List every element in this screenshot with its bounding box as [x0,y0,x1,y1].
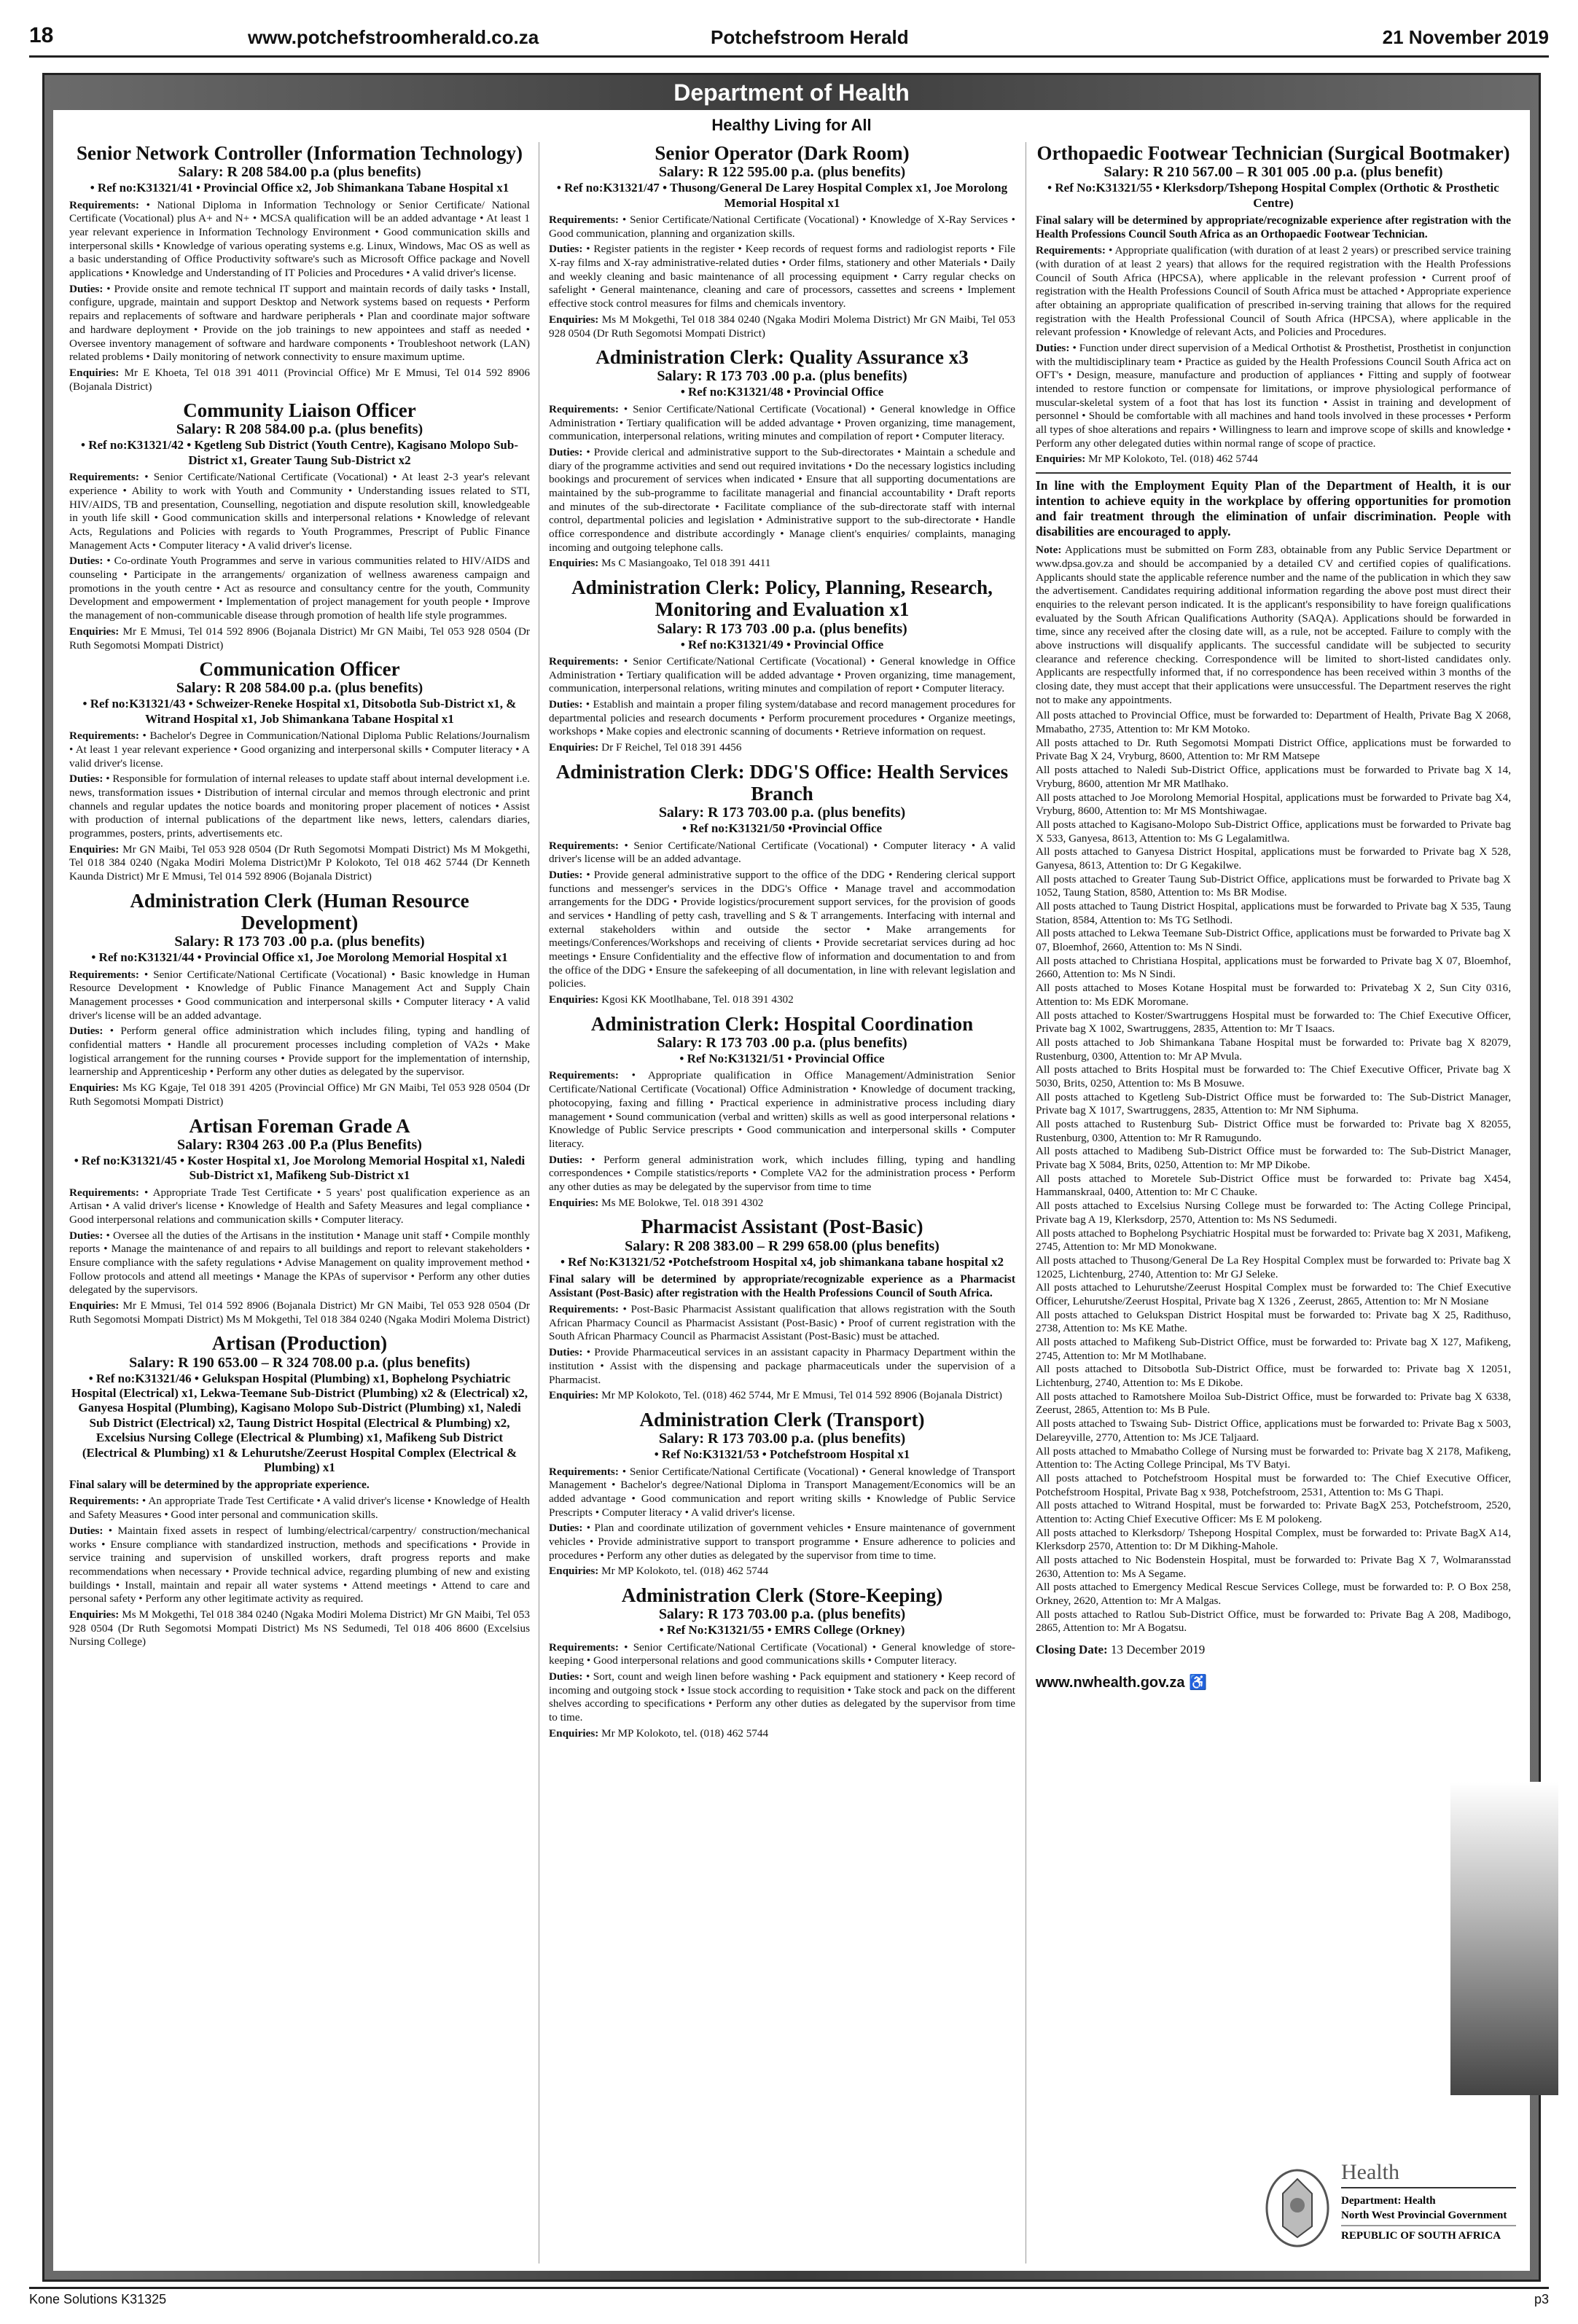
address-item: All posts attached to Moretele Sub-District Office must be forwarded to: Private bag X454, Hammanskraal, 0400, Attention to: Mr C Chauke. [1036,1172,1511,1199]
paragraph-label: Requirements: [549,1640,619,1654]
health-logo [1254,2157,1523,2259]
job-title: Administration Clerk: DDG'S Office: Health Services Branch [555,760,1009,805]
address-item: All posts attached to Christiana Hospital, applications must be forwarded to Private bag X 07, Bloemhof, 2660, Attention to: Ms N Sindi. [1036,954,1511,981]
job-salary: Salary: R 173 703.00 p.a. (plus benefits) [658,1431,906,1447]
job-paragraph [69,283,530,364]
address-item: All posts attached to Madibeng Sub-District Office must be forwarded to: The Sub-District Manager, Private bag X 5084, Brits, 0250, Attention to: Mr MP Dikobe. [1036,1145,1511,1172]
address-item: All posts attached to Excelsius Nursing College must be forwarded to: The Acting College Principal, Private bag A 19, Klerksdorp, 2570, Attention to: Ms NS Sedumedi. [1036,1200,1511,1226]
logo-line-3: REPUBLIC OF SOUTH AFRICA [1341,2230,1501,2242]
job-reference: • Ref no:K31321/42 • Kgetleng Sub District (Youth Centre), Kagisano Molopo Sub-District x1, Greater Taung Sub-District x2 [81,438,518,467]
address-item: All posts attached to Gelukspan District Hospital must be forwarded to: Private bag X 25, Radithuso, 2738, Attention to: Ms KE Mathe. [1036,1308,1511,1335]
job-paragraph [69,729,530,770]
salary-note: Final salary will be determined by appropriate/recognizable experience as a Pharmacist Assistant (Post-Basic) after registration with the Health Professions Council of South Africa. [549,1272,1015,1300]
job-salary: Salary: R 208 584.00 p.a (plus benefits) [178,164,421,181]
job-paragraph [549,840,1015,866]
job-paragraph [549,1466,1015,1520]
header-rule [29,55,1549,58]
job-listing [69,890,530,1109]
job-title: Administration Clerk: Policy, Planning, Research, Monitoring and Evaluation x1 [571,576,993,621]
job-paragraph [549,1389,1015,1403]
job-title: Administration Clerk (Store-Keeping) [621,1584,943,1607]
job-title: Pharmacist Assistant (Post-Basic) [641,1216,923,1238]
job-reference: • Ref no:K31321/50 •Provincial Office [681,821,883,836]
tagline: Healthy Living for All [711,116,872,134]
salary-note: Final salary will be determined by the appropriate experience. [69,1479,370,1492]
address-item: All posts attached to Witrand Hospital, must be forwarded to: Private BagX 253, Potchefstroom, 2520, Attention to: Acting Chief Executive Officer: Ms E M polokeng. [1036,1499,1511,1525]
column-1 [69,139,530,1655]
job-reference: • Ref no:K31321/43 • Schweizer-Reneke Hospital x1, Ditsobotla Sub-District x1, & Witrand Hospital x1, Job Shimankana Tabane Hospital x1 [82,697,517,726]
paragraph-label: Requirements: [69,198,139,211]
job-paragraph [549,1197,1015,1210]
address-item: All posts attached to Emergency Medical Rescue Services College, must be forwarded to: P. O Box 258, Orkney, 2620, Attention to: Mr A Malgas. [1036,1581,1511,1608]
page-number: 18 [29,23,54,47]
paragraph-label: Duties: [69,772,103,786]
paragraph-label: Enquiries: [549,1565,599,1578]
job-paragraph [549,1565,1015,1578]
paragraph-text: • Establish and maintain a proper filing system/database and record management procedures for departmental policies and research documents • Perform procurement procedures • Organize meetings, workshops • Make copies and electronic scanning of documents • Retrieve information on request. [549,698,1015,738]
job-reference: • Ref No:K31321/55 • EMRS College (Orkney) [659,1623,905,1638]
note-text: Applications must be submitted on Form Z83, obtainable from any Public Service Department or www.dpsa.gov.za and should be accompanied by a detailed CV and certified copies of qualifications. Applicants should state the applicable reference number and the name of the publication in which they saw the advertisement. Candidates requiring additional information regarding the above post must direct their enquiries to the relevant person indicated. It is the applicant's responsibility to have foreign qualifications evaluated by the South African Qualifications Authority (SAQA). Applications should be forwarded in time, since any received after the closing date will, as a rule, not be accepted. Failure to comply with the above instructions will disqualify applicants. The successful candidate will be subjected to security clearance and reference checking. Correspondence will be limited to short-listed candidates only. Applicants are respectfully informed that, if no correspondence has been received within 3 months of the closing date, they must accept that their applications were unsuccessful. The Department reserves the right not to make any appointments. [1036,544,1511,706]
job-paragraph [69,555,530,622]
address-item: All posts attached to Potchefstroom Hospital must be forwarded to: The Chief Executive Officer, Potchefstroom Hospital, Private Bag x 938, Potchefstroom, 2531, Attention to: Ms G Thapi. [1036,1471,1511,1498]
paragraph-label: Requirements: [549,1303,619,1316]
paragraph-label: Duties: [69,555,103,568]
issue-date: 21 November 2019 [1382,26,1549,48]
paragraph-text: Ms M Mokgethi, Tel 018 384 0240 (Ngaka Modiri Molema District) Mr GN Maibi, Tel 053 928 0504 (Dr Ruth Segomotsi Mompati District) [549,313,1015,340]
job-listing [69,142,530,394]
advert-frame [42,73,1541,2282]
job-listing [69,658,530,884]
equity-statement: In line with the Employment Equity Plan of the Department of Health, it is our intention to achieve equity in the workplace by offering opportunities for promotion and fair treatment through the elimination of unfair discrimination. People with disabilities are encouraged to apply. [1036,472,1511,539]
job-paragraph [549,1641,1015,1668]
job-salary: Salary: R 190 653.00 – R 324 708.00 p.a. (plus benefits) [129,1354,470,1371]
job-salary: Salary: R 173 703.00 p.a. (plus benefits) [658,1606,906,1623]
job-reference: • Ref No:K31321/51 • Provincial Office [679,1052,885,1066]
job-salary: Salary: R 173 703 .00 p.a. (plus benefits) [174,934,425,950]
paragraph-text: • Appropriate qualification (with duration of at least 2 years) or prescribed service training (with duration of at least 2 years) that allows for the required registration with the Health Professions Council of South Africa (HPCSA), where applicable in the relevant profession • Current proof of registration with the Health Professions Council of South Africa must be attached • Appropriate experience after obtaining an appropriate qualification of prescribed in-serving training that allows for the required registration with the Health Professional Council of South Africa (HPCSA), where applicable in the relevant profession • Knowledge of relevant Acts, and Policies and Procedures. [1036,244,1511,339]
paragraph-label: Requirements: [69,1186,139,1199]
paragraph-label: Duties: [549,1670,583,1683]
paragraph-text: • Plan and coordinate utilization of government vehicles • Ensure maintenance of government vehicles • Provide administrative support to transport programme • Ensure adherence to policies and procedures • Perform any other duties as delegated by the supervisor from time to time. [549,1522,1015,1562]
job-paragraph [69,1495,530,1522]
job-paragraph [69,199,530,281]
job-paragraph [69,367,530,394]
paragraph-text: Ms ME Bolokwe, Tel. 018 391 4302 [598,1196,764,1209]
job-title: Administration Clerk (Human Resource Development) [130,889,469,934]
paragraph-label: Enquiries: [69,1299,120,1312]
paragraph-text: • Oversee all the duties of the Artisans in the institution • Manage unit staff • Compile monthly reports • Manage the maintenance of and repairs to all buildings and report to relevant stakeholders • Ensure compliance with the safety regulations • Advise Management on quality improvement method • Follow protocols and attend all meetings • Manage the KPAs of supervisor • Perform any other duties delegated by the supervisors. [69,1229,530,1296]
paragraph-text: Mr MP Kolokoto, Tel. (018) 462 5744, Mr E Mmusi, Tel 014 592 8906 (Bojanala District) [598,1389,1002,1402]
paragraph-label: Enquiries: [69,1608,120,1621]
address-item: All posts attached to Greater Taung Sub-District Office, applications must be forwarded to Private bag X 1052, Taung Station, 8580, Attention to: Ms BR Modise. [1036,872,1511,899]
paragraph-text: • Senior Certificate/National Certificate (Vocational) • At least 2-3 year's relevant experience • Ability to work with Youth and Community • Understanding issues related to STI, HIV/AIDS, TB and presentation, Counselling, negotiation and dispute resolution skill, knowledgeable in youth life skill • Good communication skills and interpersonal relations • Knowledge of relevant Acts, Regulations and Policies with regards to Youth Programmes, Prescript of Public Finance Management Acts • Computer literacy • A valid driver's license. [69,471,530,552]
paragraph-text: • Senior Certificate/National Certificate (Vocational) • Knowledge of X-Ray Services • Good communication, planning and organization skills. [549,214,1015,240]
paragraph-text: • Bachelor's Degree in Communication/National Diploma Public Relations/Journalism • At least 1 year relevant experience • Good organizing and interpersonal skills • Computer literacy • A valid driver's license. [69,729,530,770]
coat-of-arms-icon [1267,2170,1328,2246]
job-paragraph [69,772,530,840]
paragraph-label: Requirements: [549,214,619,227]
address-item: All posts attached to Taung District Hospital, applications must be forwarded to Private bag X 535, Taung Station, 8584, Attention to: Ms TG Setlhodi. [1036,900,1511,926]
paragraph-text: Mr E Khoeta, Tel 018 391 4011 (Provincial Office) Mr E Mmusi, Tel 014 592 8906 (Bojanala District) [69,366,530,393]
job-listing [549,761,1015,1007]
job-paragraph [69,1525,530,1606]
closing-date [1036,1643,1511,1658]
job-paragraph [69,1186,530,1227]
job-paragraph [1036,342,1511,451]
paragraph-text: • Senior Certificate/National Certificate (Vocational) • General knowledge in Office Administration • Tertiary qualification will be added advantage • Proven organizing, time management, communication, interpersonal relations, writing minutes and compilation of report • Computer literacy. [549,654,1015,695]
application-note [1036,544,1511,707]
job-listing [69,1332,530,1649]
paragraph-label: Duties: [69,1524,103,1537]
column-3 [1036,139,1511,1692]
paragraph-label: Enquiries: [549,1196,599,1209]
job-listing [549,1013,1015,1210]
job-salary: Salary: R 208 584.00 p.a. (plus benefits) [176,680,423,697]
address-item: All posts attached to Tswaing Sub- District Office, applications must be forwarded to: Private Bag x 5003, Delareyville, 2770, Attention to: Ms JCE Taljaard. [1036,1417,1511,1444]
paragraph-text: • Senior Certificate/National Certificate (Vocational) • General knowledge of Transport Management • Bachelor's degree/National Diploma in Transport Management/Economics will be an added advantage • Good communication and report writing skills • Knowledge of Public Service Prescripts • Computer literacy • A valid driver's license. [549,1465,1015,1519]
job-salary: Salary: R304 263 .00 P.a (Plus Benefits) [177,1136,422,1153]
job-paragraph [549,313,1015,340]
decorative-photo [1450,1782,1558,2095]
address-item: All posts attached to Ratlou Sub-District Office, must be forwarded to: Private Bag A 208, Madibogo, 2865, Attention to: Mr A Bogatsu. [1036,1608,1511,1635]
paragraph-label: Enquiries: [69,625,120,638]
job-paragraph [69,969,530,1023]
website-text[interactable]: www.nwhealth.gov.za [1036,1675,1185,1691]
job-paragraph [549,1346,1015,1387]
paragraph-text: • Provide Pharmaceutical services in an assistant capacity in Pharmacy Department within the institution • Assist with the dispensing and package pharmaceuticals under the supervision of a Pharmacist. [549,1346,1015,1386]
address-item: All posts attached to Thusong/General De La Rey Hospital Complex must be forwarded to: Private bag X 12025, Lichtenburg, 2740, Attention to: Mr GJ Seleke. [1036,1253,1511,1280]
job-title: Orthopaedic Footwear Technician (Surgical Bootmaker) [1036,142,1510,164]
salary-note: Final salary will be determined by appropriate/recognizable experience after registration with the Health Professions Council South Africa as an Orthopaedic Footwear Technician. [1036,214,1511,241]
department-banner: Department of Health [673,79,910,106]
footer-page: p3 [1534,2292,1549,2307]
job-reference: • Ref No:K31321/52 •Potchefstroom Hospital x4, job shimankana tabane hospital x2 [560,1254,1004,1269]
paragraph-text: • Sort, count and weigh linen before washing • Pack equipment and stationery • Keep record of incoming and outgoing stock • Issue stock according to requisition • Take stock and pack on the different shelves according to specifications • Perform any other duties as delegated by the supervisor from time to time. [549,1670,1015,1724]
paragraph-label: Enquiries: [549,1726,599,1740]
paragraph-label: Requirements: [549,839,619,852]
job-title: Administration Clerk (Transport) [639,1408,925,1431]
address-item: All posts attached to Lehurutshe/Zeerust Hospital Complex must be forwarded to: The Chief Executive Officer, Lehurutshe/Zeerust Hospital, Private bag X 1326 , Zeerust, 2865, Attention to: Mr N Mosiane [1036,1281,1511,1307]
paragraph-label: Duties: [549,1522,583,1535]
address-list [1036,709,1511,1635]
paragraph-text: • Senior Certificate/National Certificate (Vocational) • Computer literacy • A valid driver's license will be an added advantage. [549,839,1015,866]
paragraph-text: Ms C Masiangoako, Tel 018 391 4411 [598,557,771,570]
paragraph-text: • An appropriate Trade Test Certificate • A valid driver's license • Knowledge of Health and Safety Measures • Good inter personal and communication skills. [69,1495,530,1522]
address-item: All posts attached to Kagisano-Molopo Sub-District Office, applications must be forwarded to Private bag X 533, Ganyesa, 8613, Attention to: Ms G Legalamitlwa. [1036,818,1511,845]
address-item: All posts attached to Lekwa Teemane Sub-District Office, applications must be forwarded to Private bag X 07, Bloemhof, 2660, Attention to: Ms N Sindi. [1036,927,1511,954]
job-reference: • Ref no:K31321/41 • Provincial Office x2, Job Shimankana Tabane Hospital x1 [90,181,509,195]
paragraph-label: Requirements: [1036,244,1106,257]
job-paragraph [549,1303,1015,1344]
paragraph-text: Mr MP Kolokoto, tel. (018) 462 5744 [598,1565,769,1578]
paragraph-text: • Provide onsite and remote technical IT support and maintain records of daily tasks • Install, configure, upgrade, maintain and support Desktop and Network systems based on requests • Perform repairs and replacements of software and hardware peripherals • Plan and coordinate major software and hardware deployment • Provide on the job trainings to new appointees and staff as needed • Oversee inventory management of software and hardware components • Troubleshoot network (LAN) related problems • Daily monitoring of network connectivity to ensure maximum uptime. [69,282,530,364]
job-title: Administration Clerk: Quality Assurance x3 [595,346,969,369]
job-title: Administration Clerk: Hospital Coordination [590,1012,974,1035]
job-paragraph [549,1727,1015,1741]
paragraph-label: Duties: [549,868,583,881]
paragraph-text: Kgosi KK Mootlhabane, Tel. 018 391 4302 [598,993,794,1006]
paragraph-label: Duties: [549,1346,583,1359]
job-paragraph [69,625,530,652]
job-title: Artisan (Production) [211,1332,388,1355]
paragraph-text: • National Diploma in Information Technology or Senior Certificate/ National Certificate (Vocational) plus A+ and N+ • MCSA qualification will be an added advantage • At least 1 year relevant experience in Information Technology Environment • Good communication skills and interpersonal skills • Knowledge of various operating systems e.g. Linux, Windows, Mac OS as well as a basic understanding of Office Productivity software's such as Microsoft Office package and Novell applications • Knowledge and Understanding of IT Policies and Procedures • A valid driver's license. [69,198,530,280]
address-item: All posts attached to Provincial Office, must be forwarded to: Department of Health, Private Bag X 2068, Mmabatho, 2735, Attention to: Mr KM Motoko. [1036,709,1511,736]
paragraph-label: Duties: [549,243,583,256]
paragraph-text: • Appropriate qualification in Office Management/Administration Senior Certificate/National Certificate (Vocational) Office Administration • Knowledge of document tracking, photocopying, faxing and filling • Practical experience in administrative process including diary management • Sound communication (verbal and written) skills as well as good interpersonal relations • Knowledge of Public Service prescripts • Good communication and interpersonal skills • Computer literacy. [549,1069,1015,1150]
address-item: All posts attached to Kgetleng Sub-District Office must be forwarded to: The Sub-District Manager, Private bag X 1017, Swartruggens, 2835, Attention to: Mr NM Siphuma. [1036,1090,1511,1117]
paragraph-text: Ms KG Kgaje, Tel 018 391 4205 (Provincial Office) Mr GN Maibi, Tel 053 928 0504 (Dr Ruth Segomotsi Mompati District) [69,1081,530,1108]
job-paragraph [549,557,1015,571]
paragraph-label: Duties: [549,1153,583,1166]
wheelchair-icon: ♿ [1189,1675,1207,1691]
paragraph-label: Enquiries: [69,842,120,856]
job-reference: • Ref No:K31321/53 • Potchefstroom Hospital x1 [654,1447,910,1462]
footer-rule [29,2287,1549,2289]
job-paragraph [1036,244,1511,340]
paragraph-label: Enquiries: [549,993,599,1006]
paragraph-label: Enquiries: [549,1389,599,1402]
paragraph-label: Duties: [1036,341,1070,354]
paragraph-text: • Perform general office administration which includes filing, typing and handling of confidential matters • Handle all procurement processes including completion of VA2s • Make logistical arrangement for the running courses • Provide support for the implementation of internship, learnership and Apprenticeship • Perform any other duties as delegated by the supervisor. [69,1025,530,1079]
paragraph-text: • Appropriate Trade Test Certificate • 5 years' post qualification experience as an Artisan • A valid driver's license • Knowledge of Health and Safety Measures and legal compliance • Good interpersonal relations and communication skills • Computer literacy. [69,1186,530,1226]
job-paragraph [549,1670,1015,1725]
paragraph-label: Duties: [69,1025,103,1038]
paragraph-text: • Provide general administrative support to the office of the DDG • Rendering clerical support functions and messenger's services in the DDG's Office • Manage travel and accommodation arrangements for the DDG • Provide logistics/procurement support services, for the provision of goods and services • Handling of petty cash, travelling and S & T arrangements. Interfacing with internal and external stakeholders within and outside the sector • Make arrangements for meetings/Conferences/Workshops and receiving of clients • Provide secretariat services during ad hoc meetings • Ensure Confidentiality and the effective flow of information and documentation to and from the office of the DDG • Ensure the safekeeping of all documentation, in line with relevant legislation and policies. [549,868,1015,990]
paragraph-text: • Senior Certificate/National Certificate (Vocational) • General knowledge in Office Administration • Tertiary qualification will be added advantage • Proven organizing, time management, communication, interpersonal relations, writing minutes and compilation of report • Computer literacy. [549,402,1015,443]
paragraph-text: Ms M Mokgethi, Tel 018 384 0240 (Ngaka Modiri Molema District) Mr GN Maibi, Tel 053 928 0504 (Dr Ruth Segomotsi Mompati District) Ms NS Sedumedi, Tel 018 406 8600 (Excelsius Nursing College) [69,1608,530,1648]
job-listing [69,399,530,652]
paragraph-text: • Maintain fixed assets in respect of lumbing/electrical/carpentry/ construction/mechanical works • Ensure compliance with standardized instruction, methods and specifications • Provide in service training and supervision of unskilled workers, draft progress reports and make recommendations when necessary • Provide technical advice, regarding plumbing of new and existing buildings • Install, maintain and repair all water systems • Attend meetings • Attend to care and personal safety • Perform any other legitimate activity as required. [69,1524,530,1605]
job-paragraph [549,446,1015,555]
job-reference: • Ref no:K31321/44 • Provincial Office x1, Joe Morolong Memorial Hospital x1 [91,950,508,965]
logo-line-1: Department: Health [1341,2195,1436,2207]
job-title: Communication Officer [199,658,400,681]
job-paragraph [69,1299,530,1326]
paragraph-label: Requirements: [69,968,139,981]
paragraph-text: • Provide clerical and administrative support to the Sub-directorates • Maintain a schedule and diary of the programme activities and send out required invitations • Do the necessary logistics including bookings and procurement of services when indicated • Ensure that all supporting documentations are maintained by the sub-programme to facilitate managerial and financial accountability • Draft reports and minutes of the sub-directorate • Facilitate compliance of the sub-directorate staff with internal control, departmental policies and legislation • Administrative support to the sub-directorate • Handle office correspondence and distribute accordingly • Manage client's enquiries/ complaints, managing incoming and outgoing telephone calls. [549,445,1015,554]
job-listing [549,346,1015,571]
footer-credit: Kone Solutions K31325 [29,2292,167,2307]
job-paragraph [549,741,1015,755]
site-url[interactable]: www.potchefstroomherald.co.za [248,26,539,48]
paragraph-label: Requirements: [549,1465,619,1478]
paragraph-text: • Function under direct supervision of a Medical Orthotist & Prosthetist, Prosthetist in conjunction with the multidisciplinary team • Practice as guided by the Health Professions Council South Africa act on OFT's • Design, measure, manufacture and production of appliances • Fitting and supply of footwear intended to restore function or compensate for limitations, or improve physiological performance of muscular-skeletal system of a foot that has lost its function • Assist in training and development of personnel • Should be comfortable with all machines and hand tools involved in these processes • Perform all types of shoe alterations and repairs • Willingness to learn and improve scope of skills and knowledge • Perform any other delegated duties within normal range of scope of practice. [1036,341,1511,450]
job-paragraph [549,698,1015,739]
job-paragraph [69,843,530,884]
paragraph-text: Mr GN Maibi, Tel 053 928 0504 (Dr Ruth Segomotsi Mompati District) Ms M Mokgethi, Tel 018 384 0240 (Ngaka Modiri Molema District)Mr P Kolokoto, Tel 018 462 5744 (Dr Kenneth Kaunda District) Mr E Mmusi, Tel 014 592 8906 (Bojanala District) [69,842,530,883]
paragraph-text: Mr MP Kolokoto, Tel. (018) 462 5744 [1085,453,1258,466]
job-reference: • Ref no:K31321/46 • Gelukspan Hospital (Plumbing) x1, Bophelong Psychiatric Hospital (Electrical) x1, Lekwa-Teemane Sub-District (Plumbing) x2 & (Electrical) x2, Ganyesa Hospital (Plumbing), Kagisano Molopo Sub-District (Plumbing) x1, Naledi Sub District (Electrical) x2, Taung District Hospital (Electrical & Plumbing) x2, Excelsius Nursing College (Electrical & Plumbing) x1, Mafikeng Sub District (Electrical & Plumbing) x1 & Lehurutshe/Zeerust Hospital Complex (Electrical & Plumbing) x1 [71,1371,528,1474]
job-reference: • Ref no:K31321/45 • Koster Hospital x1, Joe Morolong Memorial Hospital x1, Naledi Sub-District x1, Mafikeng Sub-District x1 [74,1153,526,1183]
job-title: Community Liaison Officer [183,399,416,422]
job-reference: • Ref no:K31321/47 • Thusong/General De Larey Hospital Complex x1, Joe Morolong Memorial Hospital x1 [556,181,1008,210]
job-listing [549,1409,1015,1578]
job-salary: Salary: R 173 703 .00 p.a. (plus benefits) [657,1035,907,1052]
address-item: All posts attached to Bophelong Psychiatric Hospital must be forwarded to: Private bag X 2031, Mafikeng, 2745, Attention to: Mr MD Monokwane. [1036,1226,1511,1253]
paragraph-text: • Senior Certificate/National Certificate (Vocational) • Basic knowledge in Human Resource Development • Knowledge of Public Finance Management Act and Supply Chain Management processes • Good communication and interpersonal skills • Computer literacy • A valid driver's license will be an added advantage. [69,968,530,1022]
paragraph-label: Enquiries: [1036,453,1086,466]
paragraph-text: • Responsible for formulation of internal releases to update staff about internal development i.e. news, transformation issues • Distribution of internal circular and memos through electronic and print channels and regular updates the notice boards and monitoring proper placement of notices • Assist with production of internal publications of the department like news, letters, calendars diaries, programmes, posters, prints, advertisements etc. [69,772,530,840]
paragraph-text: • Register patients in the register • Keep records of request forms and radiologist reports • File X-ray films and X-ray administrative-related duties • Order films, stationery and other Materials • Daily and weekly cleaning and basic maintenance of all processing equipment • Carry regular checks on safelight • General maintenance, cleaning and care of processors, cassettes and screens • Implement effective stock control measures for films and chemicals inventory. [549,243,1015,310]
job-paragraph [69,1229,530,1297]
address-item: All posts attached to Nic Bodenstein Hospital, must be forwarded to: Private Bag X 7, Wolmaransstad 2630, Attention to: Ms A Segame. [1036,1554,1511,1580]
paragraph-label: Duties: [549,698,583,711]
job-paragraph [549,1154,1015,1194]
address-item: All posts attached to Ramotshere Moiloa Sub-District Office, must be forwarded to: Private bag X 6338, Zeerust, 2865, Attention to: Ms B Pule. [1036,1390,1511,1417]
paragraph-label: Enquiries: [549,557,599,570]
job-salary: Salary: R 210 567.00 – R 301 005 .00 p.a. (plus benefit) [1104,164,1443,181]
job-paragraph [549,1522,1015,1562]
paragraph-label: Enquiries: [69,366,120,379]
job-paragraph [549,1069,1015,1151]
closing-label: Closing Date: [1036,1643,1108,1657]
column-2 [549,139,1015,1746]
paragraph-text: Mr E Mmusi, Tel 014 592 8906 (Bojanala District) Mr GN Maibi, Tel 053 928 0504 (Dr Ruth Segomotsi Mompati District) [69,625,530,652]
job-title: Artisan Foreman Grade A [189,1114,410,1137]
paragraph-label: Duties: [69,282,103,295]
paragraph-text: Dr F Reichel, Tel 018 391 4456 [598,741,742,754]
paragraph-text: Mr E Mmusi, Tel 014 592 8906 (Bojanala District) Mr GN Maibi, Tel 053 928 0504 (Dr Ruth Segomotsi Mompati District) Ms M Mokgethi, Tel 018 384 0240 (Ngaka Modiri Molema District) [69,1299,530,1326]
logo-line-2: North West Provincial Government [1341,2210,1507,2221]
address-item: All posts attached to Job Shimankana Tabane Hospital must be forwarded to: Private bag X 82079, Rustenburg, 0300, Attention to: Mr AP Mvula. [1036,1036,1511,1063]
job-paragraph [549,214,1015,240]
paragraph-label: Requirements: [549,402,619,415]
job-reference: • Ref no:K31321/48 • Provincial Office [680,385,884,399]
address-item: All posts attached to Dr. Ruth Segomotsi Mompati District Office, applications must be forwarded to Private Bag X 24, Vryburg, 8600, Attention to: Mr RM Matsepe [1036,736,1511,763]
page-header [29,20,1549,52]
job-paragraph [549,243,1015,310]
paragraph-text: • Co-ordinate Youth Programmes and serve in various communities related to HIV/AIDS and counseling • Participate in the arrangements/ organization of wellness awareness campaign and promotions in the youth centre • Act as resource and consultancy centre for the youth, Community Development and empowerment • Implementation of project management for youth people • Improve the management of non-communicable disease through promotion of health life style programmes. [69,555,530,622]
advert-body [53,110,1530,2271]
address-item: All posts attached to Mmabatho College of Nursing must be forwarded to: Private bag X 2178, Mafikeng, Attention to: The Acting College Principal, Ms TV Batyi. [1036,1444,1511,1471]
paragraph-label: Requirements: [69,1495,139,1508]
job-listing [69,1115,530,1327]
job-paragraph [69,1081,530,1108]
job-salary: Salary: R 208 584.00 p.a. (plus benefits) [176,421,423,438]
paragraph-text: • Post-Basic Pharmacist Assistant qualification that allows registration with the South African Pharmacy Council as Pharmacist Assistant (Post-Basic) • Proof of current registration with the South African Pharmacy Council as Pharmacist Assistant (Post-Basic) must be attached. [549,1303,1015,1343]
address-item: All posts attached to Naledi Sub-District Office, applications must be forwarded to Private bag X 14, Vryburg, 8600, attention Mr MR Matlhako. [1036,764,1511,790]
paragraph-text: Mr MP Kolokoto, tel. (018) 462 5744 [598,1726,769,1740]
job-paragraph [549,993,1015,1007]
job-salary: Salary: R 173 703 .00 p.a. (plus benefits) [657,368,907,385]
job-listing [549,142,1015,340]
job-salary: Salary: R 122 595.00 p.a. (plus benefits) [658,164,906,181]
paragraph-label: Duties: [549,445,583,458]
job-title: Senior Network Controller (Information Technology) [77,142,523,164]
paragraph-label: Enquiries: [549,741,599,754]
job-reference: • Ref No:K31321/55 • Klerksdorp/Tshepong Hospital Complex (Orthotic & Prosthetic Centre) [1047,181,1499,210]
job-salary: Salary: R 173 703.00 p.a. (plus benefits) [658,805,906,821]
website-link[interactable] [1036,1674,1511,1692]
address-item: All posts attached to Joe Morolong Memorial Hospital, applications must be forwarded to Private bag X4, Vryburg, 8600, Attention to: Mr MS Montshiwagae. [1036,791,1511,818]
job-paragraph [1036,453,1511,466]
publication-name: Potchefstroom Herald [711,26,909,48]
job-paragraph [69,1025,530,1079]
address-item: All posts attached to Klerksdorp/ Tshepong Hospital Complex, must be forwarded to: Private BagX A14, Klerksdorp 2570, Attention to: Dr M Dikhing-Mahole. [1036,1526,1511,1553]
address-item: All posts attached to Mafikeng Sub-District Office, must be forwarded to: Private bag X 127, Mafikeng, 2745, Attention to: Mr M Motlhabane. [1036,1336,1511,1362]
job-listing [549,1216,1015,1403]
job-paragraph [549,655,1015,696]
address-item: All posts attached to Ganyesa District Hospital, applications must be forwarded to Private bag X 528, Ganyesa, 8613, Attention to: Dr G Kegakilwe. [1036,845,1511,872]
paragraph-label: Requirements: [69,729,139,743]
job-listing [549,576,1015,755]
closing-value: 13 December 2019 [1107,1643,1206,1657]
page-footer [29,2292,1549,2307]
paragraph-text: • Senior Certificate/National Certificate (Vocational) • General knowledge of store-keeping • Good interpersonal relations and good communications skills • Computer literacy. [549,1640,1015,1667]
job-paragraph [69,1608,530,1649]
address-item: All posts attached to Rustenburg Sub- District Office must be forwarded to: Private bag X 82055, Rustenburg, 0300, Attention to: Mr R Ramugundo. [1036,1118,1511,1144]
logo-word: Health [1341,2160,1399,2184]
paragraph-label: Enquiries: [69,1081,120,1095]
job-reference: • Ref no:K31321/49 • Provincial Office [680,637,884,652]
job-listing [1036,142,1511,466]
address-item: All posts attached to Koster/Swartruggens Hospital must be forwarded to: The Chief Executive Officer, Private bag X 1002, Swartruggens, 2835, Attention to: Mr T Isaacs. [1036,1009,1511,1036]
note-label: Note: [1036,544,1062,557]
job-paragraph [549,403,1015,444]
address-item: All posts attached to Moses Kotane Hospital must be forwarded to: Privatebag X 2, Sun City 0316, Attention to: Ms EDK Moromane. [1036,982,1511,1008]
paragraph-label: Requirements: [69,471,139,484]
paragraph-label: Requirements: [549,654,619,668]
paragraph-label: Enquiries: [549,313,599,326]
job-paragraph [69,471,530,552]
paragraph-label: Requirements: [549,1069,619,1082]
job-listing [549,1584,1015,1740]
job-paragraph [549,869,1015,991]
paragraph-label: Duties: [69,1229,103,1242]
address-item: All posts attached to Ditsobotla Sub-District Office, must be forwarded to: Private bag X 12051, Lichtenburg, 2740, Attention to: Ms E Dikobe. [1036,1363,1511,1390]
job-salary: Salary: R 208 383.00 – R 299 658.00 (plus benefits) [625,1237,940,1254]
address-item: All posts attached to Brits Hospital must be forwarded to: The Chief Executive Officer, Private bag X 5030, Brits, 0250, Attention to: Ms B Mosuwe. [1036,1063,1511,1089]
job-salary: Salary: R 173 703 .00 p.a. (plus benefits) [657,620,907,637]
job-title: Senior Operator (Dark Room) [655,142,910,164]
paragraph-text: • Perform general administration work, which includes filling, typing and handling correspondences • Compile statistics/reports • Complete VA2 for the administration process • Perform any other duties as may be delegated by the supervisor from time to time [549,1153,1015,1193]
